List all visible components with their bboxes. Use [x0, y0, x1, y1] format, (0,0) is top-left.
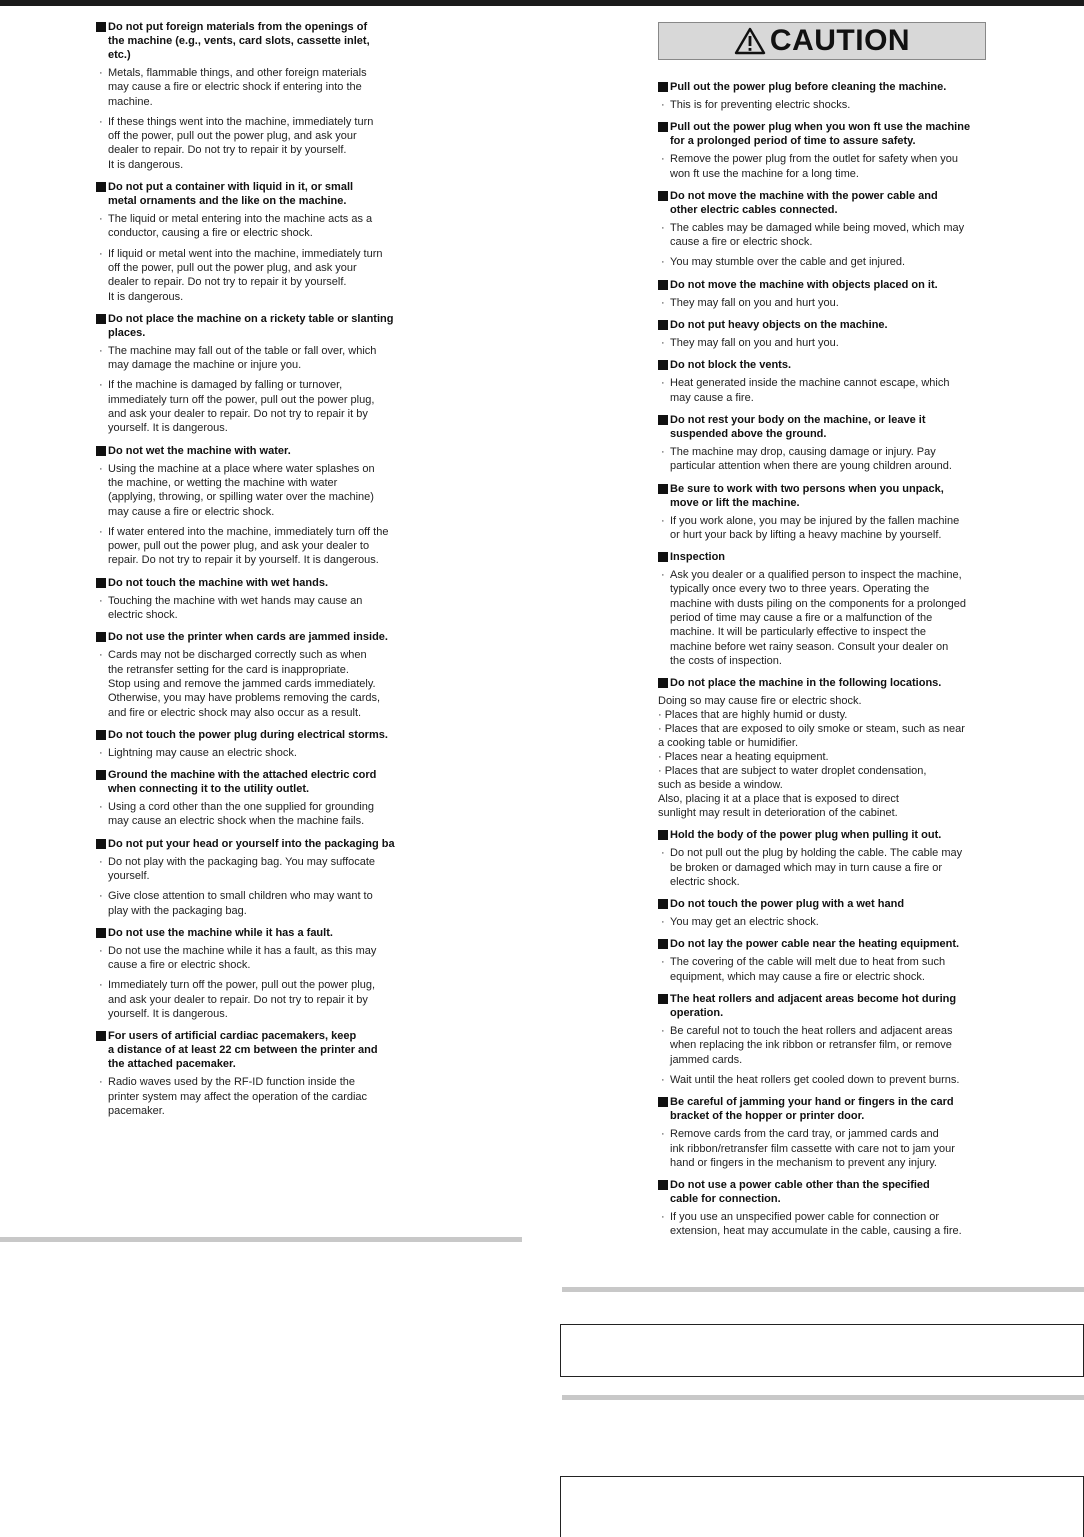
right-divider-lower: [562, 1395, 1084, 1400]
section-heading: Pull out the power plug before cleaning the machine.: [658, 80, 988, 94]
warning-triangle-icon: [734, 27, 766, 55]
safety-section: [96, 20, 432, 172]
safety-section: [658, 278, 988, 310]
section-bullet: · Ask you dealer or a qualified person to inspect the machine, typically once every two to three years. Operating the machine with dusts piling on the components for a prolonged period of time may cause a fire or a malfunction of the machine. It will be particularly effective to inspect the machine before wet rainy season. Consult your dealer on the costs of inspection.: [658, 568, 988, 668]
section-bullet: · Cards may not be discharged correctly such as when the retransfer setting for the card is inappropriate. Stop using and remove the jammed cards immediately. Otherwise, you may have problems removing the cards, and fire or electric shock may also occur as a result.: [96, 648, 432, 719]
safety-section: [658, 937, 988, 984]
section-bullet: · The cables may be damaged while being moved, which may cause a fire or electric shock.: [658, 221, 988, 250]
safety-section: [658, 828, 988, 889]
section-bullet: · If you use an unspecified power cable for connection or extension, heat may accumulate in the cable, causing a fire.: [658, 1210, 988, 1239]
section-heading: Ground the machine with the attached electric cord when connecting it to the utility outlet.: [96, 768, 432, 796]
section-heading: Do not touch the machine with wet hands.: [96, 576, 432, 590]
section-heading: For users of artificial cardiac pacemakers, keep a distance of at least 22 cm between the printer and the attached pacemaker.: [96, 1029, 432, 1071]
section-heading: Do not touch the power plug during electrical storms.: [96, 728, 432, 742]
section-bullet: · The liquid or metal entering into the machine acts as a conductor, causing a fire or electric shock.: [96, 212, 432, 241]
safety-section: [658, 413, 988, 474]
section-bullet: · Using the machine at a place where water splashes on the machine, or wetting the machine with water (applying, throwing, or spilling water over the machine) may cause a fire or electric shock.: [96, 462, 432, 519]
safety-section: [96, 576, 432, 623]
right-divider-upper: [562, 1287, 1084, 1292]
safety-section: [96, 768, 432, 829]
section-bullet: · Do not use the machine while it has a fault, as this may cause a fire or electric shock.: [96, 944, 432, 973]
section-bullet: · Lightning may cause an electric shock.: [96, 746, 432, 760]
section-bullet: · Wait until the heat rollers get cooled down to prevent burns.: [658, 1073, 988, 1087]
safety-section: [658, 120, 988, 181]
section-heading: Do not put a container with liquid in it, or small metal ornaments and the like on the machine.: [96, 180, 432, 208]
safety-section: [658, 189, 988, 270]
safety-section: [658, 1178, 988, 1239]
safety-section: [658, 80, 988, 112]
section-heading: Do not move the machine with the power cable and other electric cables connected.: [658, 189, 988, 217]
safety-section: [658, 897, 988, 929]
safety-section: [96, 312, 432, 436]
section-bullet: · This is for preventing electric shocks.: [658, 98, 988, 112]
section-heading: Do not lay the power cable near the heating equipment.: [658, 937, 988, 951]
section-bullet: · Immediately turn off the power, pull out the power plug, and ask your dealer to repair. Do not try to repair it by yourself. It is dangerous.: [96, 978, 432, 1021]
empty-box-upper: [560, 1324, 1084, 1377]
section-bullet: · If you work alone, you may be injured by the fallen machine or hurt your back by lifting a heavy machine by yourself.: [658, 514, 988, 543]
section-heading: Do not put your head or yourself into the packaging ba: [96, 837, 432, 851]
section-heading: Do not rest your body on the machine, or leave it suspended above the ground.: [658, 413, 988, 441]
section-heading: Do not touch the power plug with a wet hand: [658, 897, 988, 911]
section-bullet: · If these things went into the machine, immediately turn off the power, pull out the power plug, and ask your dealer to repair. Do not try to repair it by yourself. It is dangerous.: [96, 115, 432, 172]
section-heading: Do not use the printer when cards are jammed inside.: [96, 630, 432, 644]
safety-section: [96, 180, 432, 304]
section-heading: Inspection: [658, 550, 988, 564]
safety-section: [96, 630, 432, 719]
section-bullet: · If the machine is damaged by falling or turnover, immediately turn off the power, pull out the power plug, and ask your dealer to repair. Do not try to repair it by yourself. It is dangerous.: [96, 378, 432, 435]
safety-section: [658, 358, 988, 405]
section-bullet: · Touching the machine with wet hands may cause an electric shock.: [96, 594, 432, 623]
section-bullet: · If liquid or metal went into the machine, immediately turn off the power, pull out the power plug, and ask your dealer to repair. Do not try to repair it by yourself. It is dangerous.: [96, 247, 432, 304]
top-bar: [0, 0, 1084, 6]
section-bullet: · Radio waves used by the RF-ID function inside the printer system may affect the operation of the cardiac pacemaker.: [96, 1075, 432, 1118]
safety-section: [658, 482, 988, 543]
section-heading: Do not use the machine while it has a fault.: [96, 926, 432, 940]
section-bullet: · They may fall on you and hurt you.: [658, 336, 988, 350]
section-bullet: · Be careful not to touch the heat rollers and adjacent areas when replacing the ink ribbon or retransfer film, or remove jammed cards.: [658, 1024, 988, 1067]
section-bullet: · If water entered into the machine, immediately turn off the power, pull out the power plug, and ask your dealer to repair. Do not try to repair it by yourself. It is dangerous.: [96, 525, 432, 568]
section-heading: Do not block the vents.: [658, 358, 988, 372]
safety-section: [658, 1095, 988, 1170]
safety-section: [658, 992, 988, 1087]
section-bullet: · Heat generated inside the machine cannot escape, which may cause a fire.: [658, 376, 988, 405]
empty-box-lower: [560, 1476, 1084, 1537]
right-column-body: [658, 80, 988, 1239]
section-bullet: · Remove the power plug from the outlet for safety when you won ft use the machine for a long time.: [658, 152, 988, 181]
section-bullet: · They may fall on you and hurt you.: [658, 296, 988, 310]
safety-section: [96, 926, 432, 1021]
section-heading: Do not place the machine in the following locations.: [658, 676, 988, 690]
caution-title: CAUTION: [769, 24, 911, 57]
section-bullet: · The covering of the cable will melt due to heat from such equipment, which may cause a fire or electric shock.: [658, 955, 988, 984]
section-bullet: · Give close attention to small children who may want to play with the packaging bag.: [96, 889, 432, 918]
section-bullet: · Do not play with the packaging bag. You may suffocate yourself.: [96, 855, 432, 884]
section-heading: Do not put heavy objects on the machine.: [658, 318, 988, 332]
left-column: [96, 20, 432, 1126]
section-bullet: · You may get an electric shock.: [658, 915, 988, 929]
safety-section: [658, 676, 988, 820]
section-bullet: · Using a cord other than the one supplied for grounding may cause an electric shock when the machine fails.: [96, 800, 432, 829]
section-heading: Do not move the machine with objects placed on it.: [658, 278, 988, 292]
section-bullet: · The machine may drop, causing damage or injury. Pay particular attention when there are young children around.: [658, 445, 988, 474]
section-bullet: · Metals, flammable things, and other foreign materials may cause a fire or electric shock if entering into the machine.: [96, 66, 432, 109]
safety-section: [96, 728, 432, 760]
section-bullet: · The machine may fall out of the table or fall over, which may damage the machine or injure you.: [96, 344, 432, 373]
right-column: [658, 22, 988, 1247]
safety-section: [96, 1029, 432, 1118]
section-heading: Be careful of jamming your hand or fingers in the card bracket of the hopper or printer door.: [658, 1095, 988, 1123]
safety-section: [658, 550, 988, 668]
section-bullet: · Remove cards from the card tray, or jammed cards and ink ribbon/retransfer film cassette with care not to jam your hand or fingers in the mechanism to prevent any injury.: [658, 1127, 988, 1170]
section-text: Doing so may cause fire or electric shock. · Places that are highly humid or dusty. · Places that are exposed to oily smoke or steam, such as near a cooking table or humidifier. · Places near a heating equipment. · Places that are subject to water droplet condensation, such as beside a window. Also, placing it at a place that is exposed to direct sunlight may result in deterioration of the cabinet.: [658, 695, 965, 820]
section-bullet: · You may stumble over the cable and get injured.: [658, 255, 988, 269]
section-heading: Do not place the machine on a rickety table or slanting places.: [96, 312, 432, 340]
section-heading: Do not wet the machine with water.: [96, 444, 432, 458]
section-heading: The heat rollers and adjacent areas become hot during operation.: [658, 992, 988, 1020]
safety-section: [96, 444, 432, 568]
caution-banner: [658, 22, 986, 60]
safety-section: [96, 837, 432, 918]
section-heading: Do not put foreign materials from the openings of the machine (e.g., vents, card slots, cassette inlet, etc.): [96, 20, 432, 62]
section-heading: Be sure to work with two persons when you unpack, move or lift the machine.: [658, 482, 988, 510]
section-heading: Do not use a power cable other than the specified cable for connection.: [658, 1178, 988, 1206]
left-divider: [0, 1237, 522, 1242]
section-bullet: · Do not pull out the plug by holding the cable. The cable may be broken or damaged which may in turn cause a fire or electric shock.: [658, 846, 988, 889]
section-heading: Hold the body of the power plug when pulling it out.: [658, 828, 988, 842]
safety-section: [658, 318, 988, 350]
section-heading: Pull out the power plug when you won ft use the machine for a prolonged period of time to assure safety.: [658, 120, 988, 148]
